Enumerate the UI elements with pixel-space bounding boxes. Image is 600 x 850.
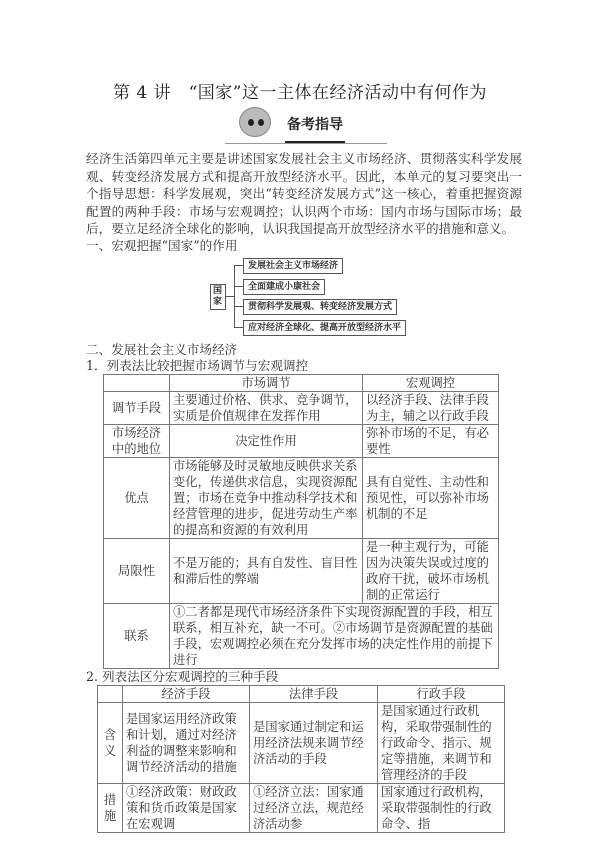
- subsection-heading: 1．列表法比较把握市场调节与宏观调控: [86, 357, 309, 373]
- table-row: [98, 783, 505, 832]
- row-label: 市场经济中的地位: [104, 424, 170, 457]
- table-cell: 是国家运用经济政策和计划，通过对经济利益的调整来影响和调节经济活动的措施: [123, 702, 250, 783]
- cartoon-mascot-icon: [239, 107, 271, 137]
- table-cell: 是国家通过制定和运用经济法规来调节经济活动的手段: [250, 702, 378, 783]
- table-cell: 具有自觉性、主动性和预见性，可以弥补市场机制的不足: [363, 457, 499, 538]
- header-cell: [98, 685, 123, 702]
- main-content: [86, 150, 522, 833]
- row-label: 联系: [104, 603, 170, 668]
- table-row: [104, 538, 499, 603]
- table-row: [98, 702, 505, 783]
- header-cell: 行政手段: [378, 685, 505, 702]
- header-cell: 宏观调控: [363, 374, 499, 391]
- measures-table: [97, 685, 505, 833]
- diagram-root: 国家: [210, 284, 226, 310]
- row-label: 优点: [104, 457, 170, 538]
- table-cell: ①二者都是现代市场经济条件下实现资源配置的手段，相互联系，相互补充，缺一不可。②市场调节是资源配置的基础手段，宏观调控必须在充分发挥市场的决定性作用的前提下进行: [170, 603, 499, 668]
- table-cell: 决定性作用: [170, 424, 363, 457]
- section-banner: [225, 104, 387, 144]
- table-header-row: [104, 374, 499, 391]
- section-heading: 二、发展社会主义市场经济: [86, 341, 238, 357]
- subsection-heading: 2. 列表法区分宏观调控的三种手段: [86, 668, 279, 684]
- row-label: 局限性: [104, 538, 170, 603]
- diagram-branch: 贯彻科学发展观、转变经济发展方式: [243, 299, 397, 315]
- table-row: [104, 391, 499, 424]
- row-label: 措施: [98, 783, 123, 832]
- table-cell: ①经济政策：财政政策和货币政策是国家在宏观调: [123, 783, 250, 832]
- header-cell: 市场调节: [170, 374, 363, 391]
- table-cell: 市场能够及时灵敏地反映供求关系变化，传递供求信息，实现资源配置；市场在竞争中推动科学技术和经营管理的进步，促进劳动生产率的提高和资源的有效利用: [170, 457, 363, 538]
- row-label: 调节手段: [104, 391, 170, 424]
- table-header-row: [98, 685, 505, 702]
- table-cell: 不是万能的；具有自发性、盲目性和滞后性的弊端: [170, 538, 363, 603]
- diagram-branch: 发展社会主义市场经济: [243, 258, 343, 274]
- row-label: 含义: [98, 702, 123, 783]
- table-cell: 以经济手段、法律手段为主，辅之以行政手段: [363, 391, 499, 424]
- table-row: [104, 424, 499, 457]
- header-cell: 法律手段: [250, 685, 378, 702]
- intro-paragraph: 经济生活第四单元主要是讲述国家发展社会主义市场经济、贯彻落实科学发展观、转变经济发展方式和提高开放型经济水平。因此，本单元的复习要突出一个指导思想：科学发展观，突出“转变经济发展方式”这一核心，着重把握资源配置的两种手段：市场与宏观调控；认识两个市场：国内市场与国际市场；最后，要立足经济全球化的影响，认识我国提高开放型经济水平的措施和意义。: [86, 151, 522, 236]
- section-heading: 一、宏观把握“国家”的作用: [86, 237, 238, 253]
- header-cell: 经济手段: [123, 685, 250, 702]
- table-row: [104, 603, 499, 668]
- table-cell: 主要通过价格、供求、竞争调节，实质是价值规律在发挥作用: [170, 391, 363, 424]
- mind-map: [86, 256, 522, 342]
- table-cell: 是一种主观行为，可能因为决策失误或过度的政府干扰，破坏市场机制的正常运行: [363, 538, 499, 603]
- table-cell: ①经济立法：国家通过经济立法，规范经济活动参: [250, 783, 378, 832]
- diagram-branch: 全面建成小康社会: [243, 279, 325, 295]
- banner-label: 备考指导: [287, 117, 343, 133]
- table-cell: 弥补市场的不足，有必要性: [363, 424, 499, 457]
- table-row: [104, 457, 499, 538]
- table-cell: 是国家通过行政机构，采取带强制性的行政命令、指示、规定等措施，来调节和管理经济的手段: [378, 702, 505, 783]
- comparison-table: [103, 374, 499, 669]
- table-cell: 国家通过行政机构，采取带强制性的行政命令、指: [378, 783, 505, 832]
- header-cell: [104, 374, 170, 391]
- diagram-branch: 应对经济全球化、提高开放型经济水平: [243, 320, 406, 336]
- page-title: 第 4 讲 “国家”这一主体在经济活动中有何作为: [112, 83, 487, 103]
